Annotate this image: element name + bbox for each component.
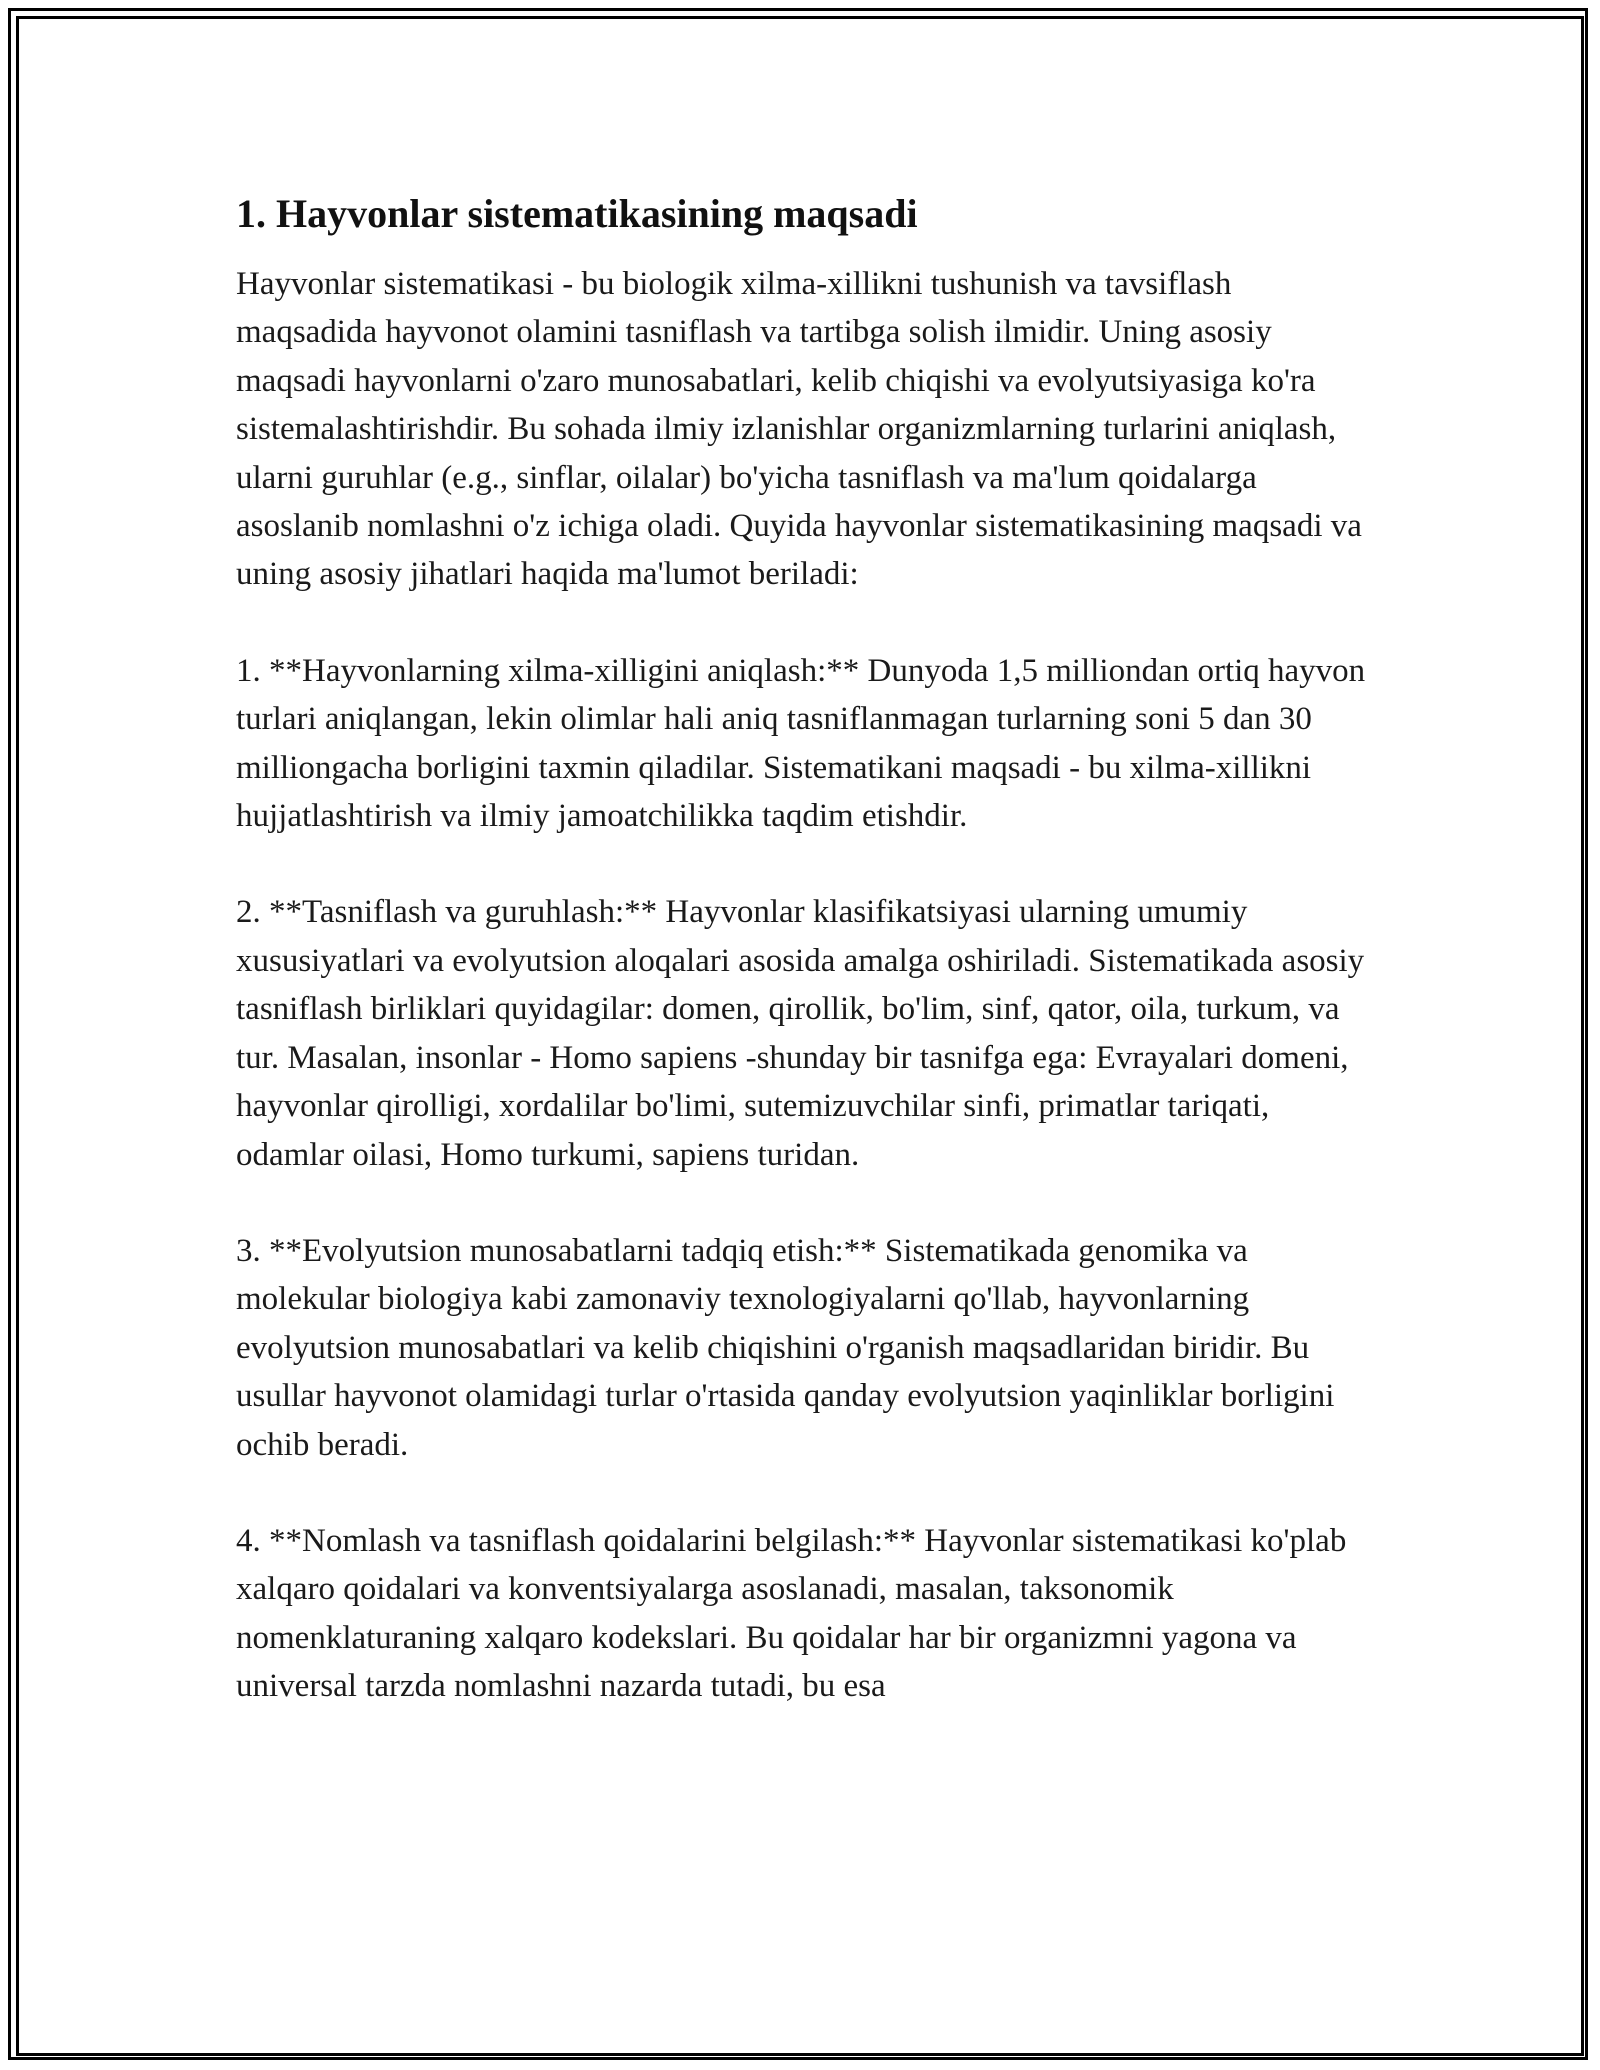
- section-heading: 1. Hayvonlar sistematikasining maqsadi: [236, 191, 918, 236]
- document-body: [236, 188, 1366, 1711]
- list-item-1-paragraph: 1. **Hayvonlarning xilma-xilligini aniqlash:** Dunyoda 1,5 milliondan ortiq hayvon turlari aniqlangan, lekin olimlar hali aniq tasniflanmagan turlarning soni 5 dan 30 milliongacha borligini taxmin qiladilar. Sistematikani maqsadi - bu xilma-xillikni hujjatlashtirish va ilmiy jamoatchilikka taqdim etishdir.: [236, 652, 1366, 835]
- intro-paragraph: Hayvonlar sistematikasi - bu biologik xilma-xillikni tushunish va tavsiflash maqsadida hayvonot olamini tasniflash va tartibga solish ilmidir. Uning asosiy maqsadi hayvonlarni o'zaro munosabatlari, kelib chiqishi va evolyutsiyasiga ko'ra sistemalashtirishdir. Bu sohada ilmiy izlanishlar organizmlarning turlarini aniqlash, ularni guruhlar (e.g., sinflar, oilalar) bo'yicha tasniflash va ma'lum qoidalarga asoslanib nomlashni o'z ichiga oladi. Quyida hayvonlar sistematikasining maqsadi va uning asosiy jihatlari haqida ma'lumot beriladi:: [236, 266, 1362, 593]
- list-item-4-paragraph: 4. **Nomlash va tasniflash qoidalarini belgilash:** Hayvonlar sistematikasi ko'plab xalqaro qoidalari va konventsiyalarga asoslanadi, masalan, taksonomik nomenklaturaning xalqaro kodekslari. Bu qoidalar har bir organizmni yagona va universal tarzda nomlashni nazarda tutadi, bu esa: [236, 1522, 1347, 1705]
- list-item-3-paragraph: 3. **Evolyutsion munosabatlarni tadqiq etish:** Sistematikada genomika va molekular biologiya kabi zamonaviy texnologiyalarni qo'llab, hayvonlarning evolyutsion munosabatlari va kelib chiqishini o'rganish maqsadlaridan biridir. Bu usullar hayvonot olamidagi turlar o'rtasida qanday evolyutsion yaqinliklar borligini ochib beradi.: [236, 1232, 1335, 1463]
- list-item-2-paragraph: 2. **Tasniflash va guruhlash:** Hayvonlar klasifikatsiyasi ularning umumiy xususiyatlari va evolyutsion aloqalari asosida amalga oshiriladi. Sistematikada asosiy tasniflash birliklari quyidagilar: domen, qirollik, bo'lim, sinf, qator, oila, turkum, va tur. Masalan, insonlar - Homo sapiens -shunday bir tasnifga ega: Evrayalari domeni, hayvonlar qirolligi, xordalilar bo'limi, sutemizuvchilar sinfi, primatlar tariqati, odamlar oilasi, Homo turkumi, sapiens turidan.: [236, 894, 1365, 1173]
